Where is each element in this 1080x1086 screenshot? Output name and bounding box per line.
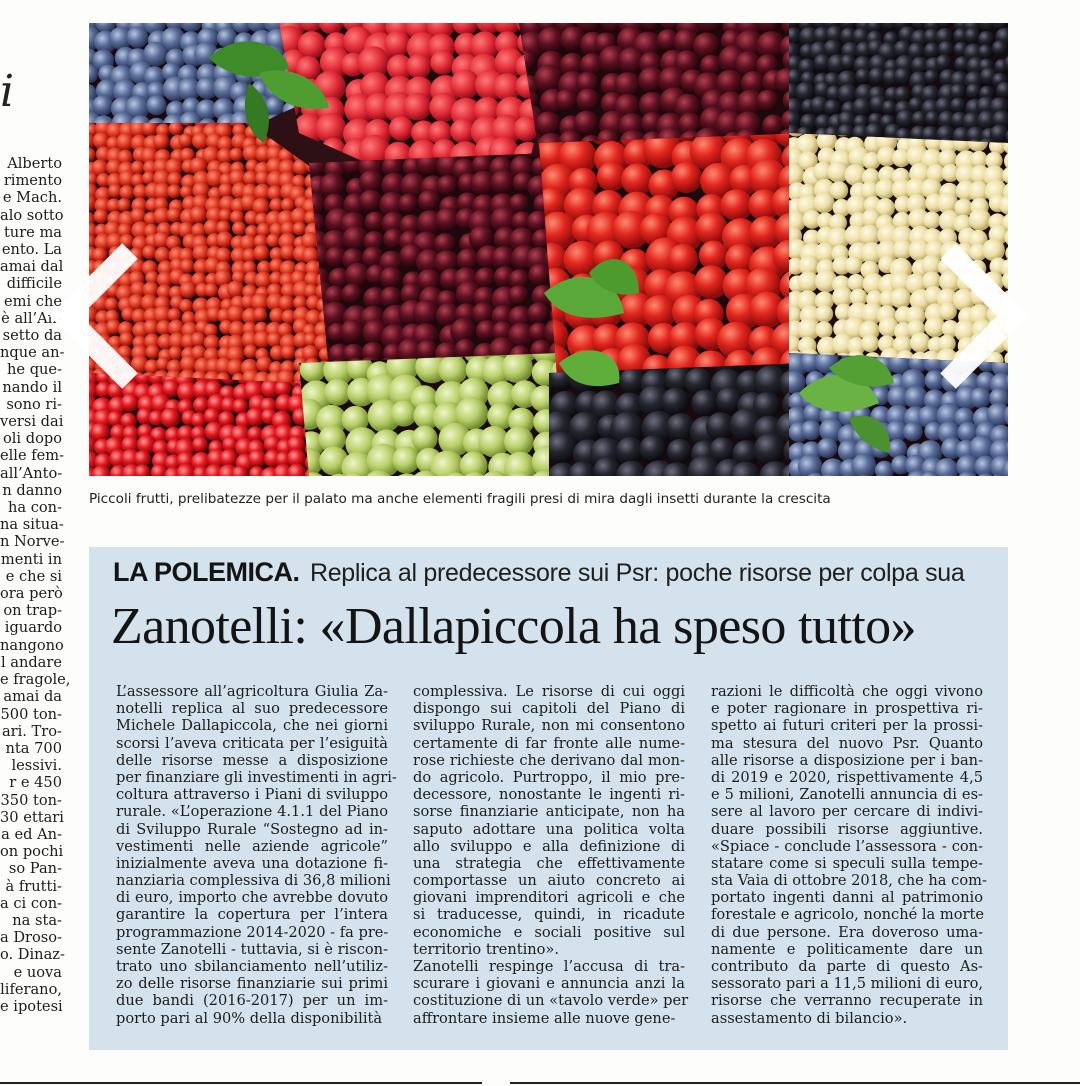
left-column-line: e fragole, bbox=[0, 671, 71, 689]
left-column-line: difficile bbox=[6, 275, 62, 293]
article-line: programmazione 2014-2020 - fa pre- bbox=[116, 923, 389, 941]
article-line: delle risorse messe a disposizione bbox=[116, 751, 388, 769]
article-line: garantire la copertura per l’intera bbox=[116, 906, 388, 924]
article-line: nanziaria complessiva di 36,8 milioni bbox=[116, 872, 391, 890]
left-column-line: elle fem- bbox=[0, 447, 65, 465]
article-line: di euro, importo che avrebbe dovuto bbox=[116, 889, 388, 907]
photo-caption: Piccoli frutti, prelibatezze per il palato ma anche elementi fragili presi di mira dagli insetti durante la crescita bbox=[89, 491, 831, 507]
left-column-line: ture ma bbox=[3, 223, 62, 241]
left-column-line: setto da bbox=[2, 327, 62, 345]
article-column-1 bbox=[116, 683, 397, 1027]
left-column-line: Alberto bbox=[7, 155, 62, 172]
article-line: scurare i giovani e annuncia anzi la bbox=[413, 975, 685, 993]
article-line: Zanotelli respinge l’accusa di tra- bbox=[413, 958, 685, 975]
article-line: economiche e sociali positive sul bbox=[413, 923, 685, 941]
left-column-line: on pochi bbox=[0, 843, 64, 861]
bottom-rule-left bbox=[0, 1082, 482, 1084]
article-line: due bandi (2016-2017) per un im- bbox=[116, 992, 388, 1010]
left-column-line: ento. La bbox=[1, 241, 62, 259]
left-column-line: e uova bbox=[13, 963, 62, 981]
left-column-line: ari. Tro- bbox=[1, 722, 62, 740]
article-line: di Sviluppo Rurale “Sostegno ad in- bbox=[116, 820, 388, 838]
left-column-line: alo sotto bbox=[0, 206, 64, 224]
left-column-line: iguardo bbox=[4, 619, 62, 637]
article-line: «Spiace - conclude l’assessora - con- bbox=[711, 837, 983, 855]
article-line: dispongo sui capitoli del Piano di bbox=[413, 700, 685, 718]
left-column-line: rimento bbox=[3, 172, 62, 190]
left-column-line: all’Anto- bbox=[0, 464, 63, 482]
article-line: per finanziare gli investimenti in agri- bbox=[116, 768, 397, 786]
article-subtitle: Replica al predecessore sui Psr: poche risorse per colpa sua bbox=[309, 559, 965, 587]
article-line: coltura attraverso i Piani di sviluppo bbox=[116, 786, 388, 804]
left-column-line: a Droso- bbox=[0, 929, 63, 947]
article-line: trato uno sbilanciamento nell’utiliz- bbox=[116, 958, 388, 975]
article-line: assestamento di bilancio». bbox=[711, 1009, 908, 1027]
left-column-line: o. Dinaz- bbox=[0, 946, 65, 964]
left-column-line: n danno bbox=[2, 481, 62, 499]
article-line: rurale. «L’operazione 4.1.1 del Piano bbox=[116, 803, 388, 821]
article-line: duare possibili risorse aggiuntive. bbox=[711, 820, 983, 838]
article-line: namente e politicamente dare un bbox=[711, 940, 983, 958]
bottom-rule-right bbox=[510, 1082, 1080, 1084]
left-column-line: è all’An- bbox=[1, 309, 62, 327]
kicker-label: LA POLEMICA. bbox=[113, 557, 300, 587]
article-line: porto pari al 90% della disponibilità bbox=[116, 1009, 383, 1027]
article-line: alle risorse a disposizione per i ban- bbox=[711, 751, 983, 769]
cut-headline-glyph: i bbox=[0, 66, 15, 117]
article-line: inizialmente aveva una dotazione fi- bbox=[116, 854, 388, 872]
left-column-line: menti in bbox=[0, 550, 62, 568]
article-line: statare come si speculi sulla tempe- bbox=[711, 854, 983, 872]
article-line: certamente di far fronte alle nume- bbox=[413, 734, 685, 752]
article-line: comportasse un aiuto concreto ai bbox=[413, 872, 685, 890]
left-column-line: 500 ton- bbox=[0, 705, 62, 723]
left-column-line: nta 700 bbox=[5, 739, 62, 757]
left-column-line: n Norve- bbox=[0, 533, 65, 551]
left-column-line: sono ri- bbox=[6, 395, 62, 413]
left-column-line: nque an- bbox=[0, 344, 65, 362]
left-column-line: he que- bbox=[7, 361, 62, 379]
berries-photo bbox=[89, 23, 1008, 476]
article-line: scorsi l’aveva criticata per l’esiguità bbox=[116, 734, 388, 752]
left-column-line: e ipotesi bbox=[0, 997, 63, 1015]
carousel-next-button[interactable] bbox=[938, 246, 1028, 386]
article-column-3 bbox=[711, 683, 987, 1027]
left-column-line: à frutti- bbox=[5, 877, 62, 895]
left-column-line: amai da bbox=[3, 688, 62, 706]
left-column-line: ora però bbox=[0, 585, 63, 603]
left-column-line: a ci con- bbox=[0, 894, 63, 912]
article-line: do agricolo. Purtroppo, il mio pre- bbox=[413, 768, 685, 786]
article-line: risorse che verranno recuperate in bbox=[711, 992, 983, 1010]
article-line: sorse finanziarie anticipate, non ha bbox=[413, 803, 685, 821]
left-column-line: a ed An- bbox=[1, 825, 62, 843]
left-column-line: e che si bbox=[5, 567, 62, 585]
left-column-line: oli dopo bbox=[2, 430, 62, 448]
article-line: spetto ai futuri criteri per la prossi- bbox=[711, 717, 983, 735]
article-line: sta Vaia di ottobre 2018, che ha com- bbox=[711, 872, 987, 890]
article-box bbox=[89, 547, 1008, 1050]
article-line: e 5 milioni, Zanotelli annuncia di es- bbox=[711, 786, 983, 804]
article-line: zo delle risorse finanziarie sui primi bbox=[116, 975, 388, 993]
article-line: L’assessore all’agricoltura Giulia Za- bbox=[116, 683, 388, 700]
left-column-line: l andare bbox=[0, 653, 62, 671]
article-line: territorio trentino». bbox=[413, 940, 560, 958]
article-line: decessore, nonostante le ingenti ri- bbox=[413, 786, 685, 804]
article-line: sente Zanotelli - tuttavia, si è riscon- bbox=[116, 940, 388, 958]
left-column-line: liferano, bbox=[0, 980, 62, 998]
article-line: Michele Dallapiccola, che nei giorni bbox=[116, 717, 388, 735]
article-line: costituzione di un «tavolo verde» per bbox=[413, 992, 689, 1010]
article-line: sessorato pari a 11,5 milioni di euro, bbox=[711, 975, 984, 993]
left-column-line: nangono bbox=[0, 636, 64, 654]
article-line: sviluppo Rurale, non mi consentono bbox=[413, 717, 685, 735]
left-column-line: ha con- bbox=[7, 499, 62, 517]
left-column-line: nando il bbox=[2, 378, 62, 396]
left-column-line: na situa- bbox=[0, 516, 64, 534]
left-column-line: e Mach. bbox=[2, 189, 62, 207]
chevron-right-icon bbox=[938, 246, 1028, 386]
left-column-line: so Pan- bbox=[8, 860, 62, 878]
left-column-line: emi che bbox=[4, 292, 62, 310]
left-column-line: on trap- bbox=[3, 602, 62, 620]
left-column-line: versi dai bbox=[0, 413, 64, 431]
article-headline: Zanotelli: «Dallapiccola ha speso tutto» bbox=[111, 598, 916, 655]
left-column-line: r e 450 bbox=[9, 774, 62, 792]
article-line: si traducesse, quindi, in ricadute bbox=[413, 906, 685, 924]
chevron-left-icon bbox=[50, 246, 140, 386]
left-column-line: 350 ton- bbox=[0, 791, 62, 809]
article-line: sere al lavoro per cercare di indivi- bbox=[711, 803, 983, 821]
article-line: forestale e agricolo, nonché la morte bbox=[711, 906, 984, 924]
article-line: contributo da parte di questo As- bbox=[711, 958, 983, 975]
article-line: di due persone. Era doveroso uma- bbox=[711, 923, 983, 941]
left-column-line: na sta- bbox=[12, 911, 62, 929]
article-line: portato ingenti danni al patrimonio bbox=[711, 889, 983, 907]
article-line: razioni le difficoltà che oggi vivono bbox=[711, 683, 983, 700]
article-line: complessiva. Le risorse di cui oggi bbox=[413, 683, 685, 700]
article-line: allo sviluppo e alla definizione di bbox=[413, 837, 685, 855]
left-column-line: amai dal bbox=[0, 258, 64, 276]
article-line: giovani imprenditori agricoli e che bbox=[413, 889, 685, 907]
article-line: affrontare insieme alle nuove gene- bbox=[413, 1009, 676, 1027]
article-line: notelli replica al suo predecessore bbox=[116, 700, 388, 718]
left-column-line: lessivi. bbox=[11, 757, 62, 775]
article-line: rose richieste che derivano dal mon- bbox=[413, 751, 685, 769]
article-line: e poter ragionare in prospettiva ri- bbox=[711, 700, 983, 718]
article-line: di 2019 e 2020, rispettivamente 4,5 bbox=[711, 768, 983, 786]
article-line: ma stesura del nuovo Psr. Quanto bbox=[711, 734, 983, 752]
article-kicker-line bbox=[113, 557, 965, 588]
left-column-line: 30 ettari bbox=[0, 808, 64, 826]
article-line: vestimenti nelle aziende agricole” bbox=[116, 837, 388, 855]
article-column-2 bbox=[413, 683, 689, 1027]
article-line: una strategia che effettivamente bbox=[413, 854, 685, 872]
article-line: saputo adottare una politica volta bbox=[413, 820, 685, 838]
carousel-prev-button[interactable] bbox=[50, 246, 140, 386]
